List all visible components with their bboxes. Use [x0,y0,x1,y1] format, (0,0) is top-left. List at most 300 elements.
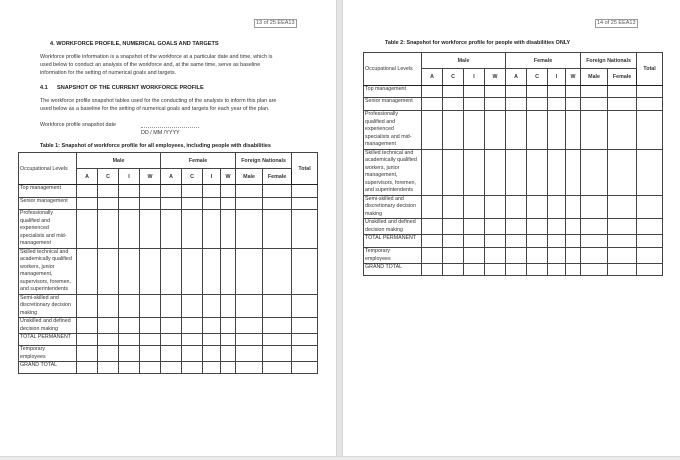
sub-female-header: C [527,69,548,86]
data-entry-cell[interactable] [263,346,292,362]
data-entry-cell[interactable] [203,248,221,294]
data-entry-cell[interactable] [637,86,663,98]
data-entry-cell[interactable] [140,362,161,374]
data-entry-cell[interactable] [581,98,608,111]
data-entry-cell[interactable] [292,294,318,318]
data-entry-cell[interactable] [548,86,566,98]
data-entry-cell[interactable] [98,362,119,374]
data-entry-cell[interactable] [422,98,443,111]
occupational-level-line: employees [20,353,46,360]
occupational-level-line: Unskilled and defined [365,219,416,225]
data-entry-cell[interactable] [77,294,98,318]
data-entry-cell[interactable] [443,248,464,264]
occupational-level-line: GRAND TOTAL [20,362,58,368]
data-entry-cell[interactable] [566,149,581,195]
table-row [364,86,663,98]
data-entry-cell[interactable] [263,362,292,374]
occupational-level-line: Temporary [20,346,46,352]
occupational-level-line: management [365,141,396,147]
data-entry-cell[interactable] [485,86,506,98]
data-entry-cell[interactable] [581,264,608,276]
data-entry-cell[interactable] [581,149,608,195]
data-entry-cell[interactable] [182,294,203,318]
data-entry-cell[interactable] [119,318,140,334]
data-entry-cell[interactable] [236,185,263,198]
occupational-level-label [364,149,422,195]
data-entry-cell[interactable] [263,210,292,249]
table-row [19,185,318,198]
data-entry-cell[interactable] [263,318,292,334]
data-entry-cell[interactable] [161,346,182,362]
data-entry-cell[interactable] [161,334,182,346]
data-entry-cell[interactable] [203,362,221,374]
data-entry-cell[interactable] [221,210,236,249]
data-entry-cell[interactable] [548,264,566,276]
table-row [364,149,663,195]
data-entry-cell[interactable] [506,219,527,235]
data-entry-cell[interactable] [203,185,221,198]
table-1-caption: Table 1: Snapshot of workforce profile for all employees, including people with disabilities [40,143,271,149]
data-entry-cell[interactable] [566,248,581,264]
data-entry-cell[interactable] [182,346,203,362]
data-entry-cell[interactable] [292,210,318,249]
data-entry-cell[interactable] [422,235,443,248]
data-entry-cell[interactable] [292,198,318,210]
data-entry-cell[interactable] [203,198,221,210]
data-entry-cell[interactable] [77,210,98,249]
data-entry-cell[interactable] [506,149,527,195]
data-entry-cell[interactable] [119,185,140,198]
occupational-level-label [364,98,422,111]
data-entry-cell[interactable] [221,334,236,346]
data-entry-cell[interactable] [485,111,506,150]
data-entry-cell[interactable] [422,149,443,195]
intro-line: information for the setting of numerical goals and targets. [40,70,177,76]
data-entry-cell[interactable] [464,195,485,219]
data-entry-cell[interactable] [608,235,637,248]
table-2-caption: Table 2: Snapshot for workforce profile for people with disabilities ONLY [385,40,571,46]
document-page-14 [343,0,680,456]
data-entry-cell[interactable] [140,210,161,249]
data-entry-cell[interactable] [527,86,548,98]
data-entry-cell[interactable] [566,264,581,276]
data-entry-cell[interactable] [566,86,581,98]
data-entry-cell[interactable] [182,248,203,294]
occupational-level-line: workers, junior [365,164,400,171]
data-entry-cell[interactable] [236,362,263,374]
table-row [364,248,663,264]
sub-female-header: A [161,169,182,185]
data-entry-cell[interactable] [236,334,263,346]
data-entry-cell[interactable] [98,210,119,249]
data-entry-cell[interactable] [140,294,161,318]
data-entry-cell[interactable] [548,149,566,195]
data-entry-cell[interactable] [182,185,203,198]
data-entry-cell[interactable] [506,111,527,150]
occupational-level-line: Professionally [20,210,53,216]
occupational-level-line: making [20,309,38,316]
occupational-level-line: experienced [20,225,49,231]
data-entry-cell[interactable] [464,86,485,98]
data-entry-cell[interactable] [548,98,566,111]
data-entry-cell[interactable] [637,235,663,248]
data-entry-cell[interactable] [527,195,548,219]
occupational-level-line: Temporary [365,248,391,254]
data-entry-cell[interactable] [221,185,236,198]
sub-female-header: W [221,169,236,185]
data-entry-cell[interactable] [637,219,663,235]
data-entry-cell[interactable] [637,98,663,111]
occupational-level-label [19,185,77,198]
data-entry-cell[interactable] [182,334,203,346]
section-paragraph [40,97,332,113]
data-entry-cell[interactable] [203,318,221,334]
data-entry-cell[interactable] [161,362,182,374]
data-entry-cell[interactable] [119,210,140,249]
data-entry-cell[interactable] [203,210,221,249]
sub-female-header: I [203,169,221,185]
occupational-level-line: TOTAL PERMANENT [20,334,72,340]
data-entry-cell[interactable] [422,195,443,219]
data-entry-cell[interactable] [527,111,548,150]
occupational-level-line: supervisors, foremen, [20,278,71,285]
occupational-level-line: and superintendents [365,187,414,193]
intro-line: Workforce profile information is a snapshot of the workforce at a particular date and time, which is [40,54,273,60]
occupational-level-line: Semi-skilled and [365,195,404,202]
data-entry-cell[interactable] [119,248,140,294]
data-entry-cell[interactable] [443,219,464,235]
data-entry-cell[interactable] [608,264,637,276]
occupational-level-label [364,264,422,276]
data-entry-cell[interactable] [161,318,182,334]
sub-male-header: A [77,169,98,185]
data-entry-cell[interactable] [236,318,263,334]
data-entry-cell[interactable] [182,318,203,334]
table-row [364,264,663,276]
data-entry-cell[interactable] [292,362,318,374]
data-entry-cell[interactable] [98,334,119,346]
data-entry-cell[interactable] [637,195,663,219]
total-header: Total [637,53,663,86]
data-entry-cell[interactable] [527,219,548,235]
occupational-level-label [19,294,77,318]
data-entry-cell[interactable] [422,219,443,235]
sub-male-header: C [98,169,119,185]
data-entry-cell[interactable] [637,264,663,276]
snapshot-date-format: DD / MM /YYYY [141,130,180,136]
occupational-level-line: Senior management [365,98,413,104]
data-entry-cell[interactable] [443,111,464,150]
data-entry-cell[interactable] [236,248,263,294]
subsection-title: SNAPSHOT OF THE CURRENT WORKFORCE PROFILE [57,85,204,91]
data-entry-cell[interactable] [161,248,182,294]
data-entry-cell[interactable] [203,346,221,362]
viewer-bottom-edge [0,456,680,460]
data-entry-cell[interactable] [527,248,548,264]
data-entry-cell[interactable] [236,210,263,249]
occupational-level-label [19,362,77,374]
data-entry-cell[interactable] [422,86,443,98]
workforce-table-all [18,152,318,374]
data-entry-cell[interactable] [464,219,485,235]
occupational-level-line: academically qualified [365,157,417,163]
data-entry-cell[interactable] [527,235,548,248]
data-entry-cell[interactable] [263,294,292,318]
occupational-level-line: employees [365,255,391,262]
occupational-level-line: decision making [20,325,58,332]
page-marker: 13 of 25 EEA13 [256,20,295,26]
data-entry-cell[interactable] [140,248,161,294]
table-row [19,318,318,334]
data-entry-cell[interactable] [581,248,608,264]
occupational-level-line: making [365,210,383,217]
data-entry-cell[interactable] [140,185,161,198]
data-entry-cell[interactable] [443,86,464,98]
data-entry-cell[interactable] [236,346,263,362]
occupational-level-line: Professionally [365,111,398,117]
occupational-level-line: experienced [365,126,394,132]
foreign-nationals-header: Foreign Nationals [581,53,637,69]
data-entry-cell[interactable] [77,185,98,198]
data-entry-cell[interactable] [443,264,464,276]
data-entry-cell[interactable] [292,346,318,362]
data-entry-cell[interactable] [608,149,637,195]
data-entry-cell[interactable] [637,248,663,264]
foreign-nationals-header: Foreign Nationals [236,153,292,169]
data-entry-cell[interactable] [77,198,98,210]
sub-female-header: W [566,69,581,86]
data-entry-cell[interactable] [464,111,485,150]
data-entry-cell[interactable] [236,198,263,210]
section-line: The workforce profile snapshot tables used for the conducting of the analysis to inform this plan are [40,98,277,104]
data-entry-cell[interactable] [119,362,140,374]
data-entry-cell[interactable] [140,198,161,210]
sub-male-header: I [119,169,140,185]
snapshot-date-input[interactable] [141,127,199,128]
section-line: used below as a baseline for the setting of numerical goals and targets for each year of the plan. [40,106,270,112]
data-entry-cell[interactable] [77,362,98,374]
occupational-level-line: Skilled technical and [20,248,69,255]
table-row [364,219,663,235]
occupational-level-label [19,318,77,334]
data-entry-cell[interactable] [464,149,485,195]
data-entry-cell[interactable] [548,219,566,235]
data-entry-cell[interactable] [443,195,464,219]
subsection-number: 4.1 [40,85,48,91]
occupational-level-line: workers, junior [20,263,55,270]
data-entry-cell[interactable] [464,248,485,264]
data-entry-cell[interactable] [98,185,119,198]
data-entry-cell[interactable] [182,362,203,374]
occupational-level-label [364,86,422,98]
data-entry-cell[interactable] [566,219,581,235]
data-entry-cell[interactable] [608,219,637,235]
occupational-level-line: management [20,240,51,246]
occupational-level-line: discretionary decision [365,203,416,209]
data-entry-cell[interactable] [566,235,581,248]
data-entry-cell[interactable] [581,235,608,248]
female-group-header: Female [161,153,236,169]
data-entry-cell[interactable] [182,198,203,210]
table-row [19,334,318,346]
occupational-level-line: Top management [365,86,406,92]
data-entry-cell[interactable] [485,264,506,276]
data-entry-cell[interactable] [161,185,182,198]
data-entry-cell[interactable] [566,98,581,111]
data-entry-cell[interactable] [548,235,566,248]
occupational-level-line: GRAND TOTAL [365,264,403,270]
workforce-table-disabilities [363,52,663,276]
sub-female-header: I [548,69,566,86]
data-entry-cell[interactable] [119,346,140,362]
female-group-header: Female [506,53,581,69]
table-row [19,294,318,318]
data-entry-cell[interactable] [608,111,637,150]
data-entry-cell[interactable] [140,334,161,346]
occupational-level-line: Top management [20,185,61,191]
table-row [364,98,663,111]
data-entry-cell[interactable] [236,294,263,318]
table-row [19,248,318,294]
data-entry-cell[interactable] [581,219,608,235]
occupational-level-line: Semi-skilled and [20,294,59,301]
data-entry-cell[interactable] [485,195,506,219]
sub-foreign-header: Male [581,69,608,86]
data-entry-cell[interactable] [637,111,663,150]
data-entry-cell[interactable] [140,318,161,334]
sub-male-header: C [443,69,464,86]
data-entry-cell[interactable] [161,210,182,249]
occupational-level-line: supervisors, foremen, [365,179,416,186]
data-entry-cell[interactable] [485,235,506,248]
data-entry-cell[interactable] [506,264,527,276]
data-entry-cell[interactable] [443,149,464,195]
data-entry-cell[interactable] [221,362,236,374]
data-entry-cell[interactable] [637,149,663,195]
data-entry-cell[interactable] [119,294,140,318]
data-entry-cell[interactable] [263,198,292,210]
data-entry-cell[interactable] [506,98,527,111]
data-entry-cell[interactable] [485,98,506,111]
data-entry-cell[interactable] [263,248,292,294]
occupational-level-label [364,111,422,150]
data-entry-cell[interactable] [464,235,485,248]
data-entry-cell[interactable] [292,185,318,198]
occupational-level-line: decision making [365,226,403,233]
data-entry-cell[interactable] [161,198,182,210]
occupational-levels-header: Occupational Levels [364,53,422,86]
occupational-level-label [19,248,77,294]
occupational-level-line: management, [20,271,53,277]
sub-male-header: A [422,69,443,86]
data-entry-cell[interactable] [548,248,566,264]
data-entry-cell[interactable] [77,346,98,362]
data-entry-cell[interactable] [77,248,98,294]
sub-female-header: C [182,169,203,185]
data-entry-cell[interactable] [464,264,485,276]
data-entry-cell[interactable] [161,294,182,318]
data-entry-cell[interactable] [292,318,318,334]
data-entry-cell[interactable] [77,334,98,346]
data-entry-cell[interactable] [263,334,292,346]
data-entry-cell[interactable] [221,198,236,210]
data-entry-cell[interactable] [506,195,527,219]
data-entry-cell[interactable] [263,185,292,198]
data-entry-cell[interactable] [203,294,221,318]
data-entry-cell[interactable] [566,195,581,219]
data-entry-cell[interactable] [77,318,98,334]
data-entry-cell[interactable] [98,346,119,362]
table-row [19,210,318,249]
data-entry-cell[interactable] [608,86,637,98]
data-entry-cell[interactable] [506,86,527,98]
data-entry-cell[interactable] [608,248,637,264]
data-entry-cell[interactable] [98,294,119,318]
data-entry-cell[interactable] [221,294,236,318]
sub-male-header: W [140,169,161,185]
data-entry-cell[interactable] [140,346,161,362]
data-entry-cell[interactable] [608,195,637,219]
data-entry-cell[interactable] [527,149,548,195]
data-entry-cell[interactable] [581,195,608,219]
data-entry-cell[interactable] [443,235,464,248]
data-entry-cell[interactable] [119,334,140,346]
data-entry-cell[interactable] [464,98,485,111]
data-entry-cell[interactable] [608,98,637,111]
data-entry-cell[interactable] [182,210,203,249]
data-entry-cell[interactable] [98,318,119,334]
occupational-level-label [364,248,422,264]
data-entry-cell[interactable] [292,334,318,346]
data-entry-cell[interactable] [527,98,548,111]
occupational-level-line: Senior management [20,198,68,204]
data-entry-cell[interactable] [548,111,566,150]
data-entry-cell[interactable] [485,248,506,264]
data-entry-cell[interactable] [506,235,527,248]
data-entry-cell[interactable] [221,346,236,362]
data-entry-cell[interactable] [422,111,443,150]
data-entry-cell[interactable] [422,248,443,264]
data-entry-cell[interactable] [506,248,527,264]
data-entry-cell[interactable] [119,198,140,210]
data-entry-cell[interactable] [581,111,608,150]
sub-male-header: I [464,69,485,86]
data-entry-cell[interactable] [485,219,506,235]
data-entry-cell[interactable] [422,264,443,276]
data-entry-cell[interactable] [221,318,236,334]
male-group-header: Male [77,153,161,169]
table-row [364,111,663,150]
data-entry-cell[interactable] [98,198,119,210]
data-entry-cell[interactable] [98,248,119,294]
sub-foreign-header: Female [263,169,292,185]
occupational-level-line: specialists and mid- [365,133,412,140]
data-entry-cell[interactable] [443,98,464,111]
male-group-header: Male [422,53,506,69]
occupational-level-line: TOTAL PERMANENT [365,235,417,241]
data-entry-cell[interactable] [485,149,506,195]
data-entry-cell[interactable] [548,195,566,219]
data-entry-cell[interactable] [527,264,548,276]
occupational-level-line: academically qualified [20,256,72,262]
data-entry-cell[interactable] [292,248,318,294]
page-marker: 14 of 25 EEA13 [597,20,636,26]
data-entry-cell[interactable] [566,111,581,150]
data-entry-cell[interactable] [221,248,236,294]
data-entry-cell[interactable] [581,86,608,98]
occupational-level-line: and superintendents [20,286,69,292]
data-entry-cell[interactable] [203,334,221,346]
